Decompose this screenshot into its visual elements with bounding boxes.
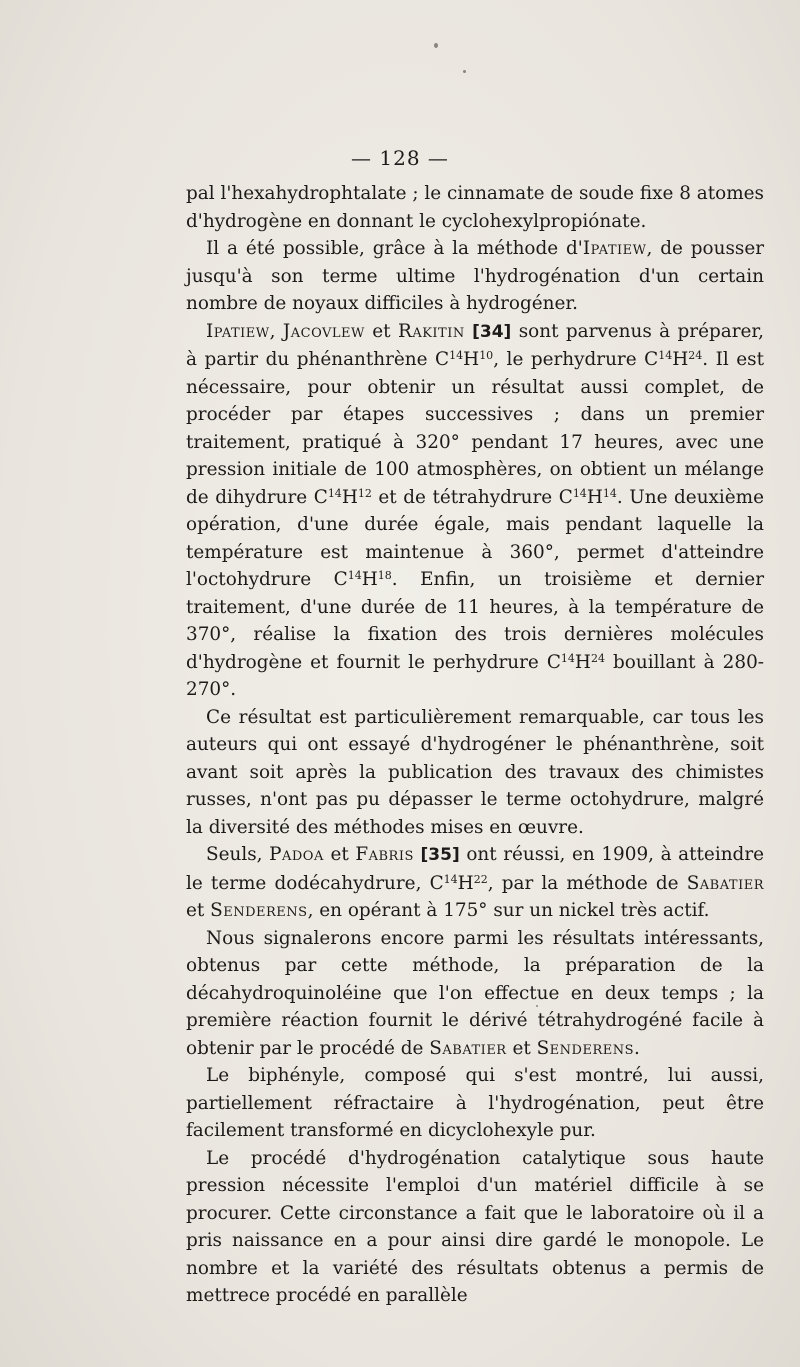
- text-run: et: [186, 900, 211, 921]
- text-run: Il a été possible, grâce à la méthode d': [206, 238, 583, 259]
- author-name: Fabris: [355, 844, 414, 865]
- text-run: .: [634, 1037, 640, 1059]
- text-run: ont réussi, en 1909, à atteindre le terme dodécahydrure, C: [186, 844, 764, 894]
- formula-subscript: 14: [327, 486, 342, 500]
- text-run: H: [574, 651, 591, 673]
- paragraph-p4: [186, 841, 764, 925]
- paragraph-p1: [186, 235, 764, 318]
- author-name: Senderens: [210, 900, 308, 921]
- text-run: Le procédé d'hydrogénation catalytique sous haute pression nécessite l'emploi d'un matériel difficile à se procurer. Cette circonstance a fait que le laboratoire où il a pris naissance en a pour ainsi dire gardé le monopole. Le nombre et la variété des résultats obtenus a permis de mettrece procédé en parallèle: [186, 1147, 764, 1306]
- paragraph-p2: [186, 318, 764, 704]
- formula-subscript: 14: [443, 872, 458, 886]
- paper-speck: [463, 70, 466, 73]
- author-name: Senderens: [536, 1037, 635, 1059]
- citation-ref: [35]: [420, 845, 460, 865]
- text-run: , le perhydrure C: [493, 349, 659, 370]
- formula-subscript: 14: [560, 651, 575, 665]
- text-run: . Enfin, un troisième et dernier traitement, d'une durée de 11 heures, à la température de 370°, réalise la fixation des trois dernières molécules d'hydrogène et fournit le perhydrure C: [186, 569, 764, 673]
- text-run: H: [457, 872, 474, 894]
- text-run: , en opérant à 175° sur un nickel très actif.: [307, 900, 710, 921]
- formula-subscript: 24: [590, 651, 605, 665]
- text-run: , par la méthode de: [487, 872, 687, 894]
- author-name: Ipatiew: [582, 238, 647, 259]
- formula-subscript: 14: [572, 486, 587, 500]
- formula-subscript: 14: [658, 349, 673, 362]
- text-run: et: [364, 320, 398, 342]
- text-run: H: [672, 349, 689, 370]
- text-run: H: [463, 349, 480, 370]
- formula-subscript: 22: [473, 872, 488, 886]
- paragraph-p5: [186, 925, 764, 1063]
- author-name: Ipatiew: [206, 320, 270, 342]
- text-run: et: [323, 844, 356, 865]
- text-run: et de tétrahydrure C: [371, 486, 573, 508]
- formula-subscript: 12: [357, 486, 372, 500]
- text-run: [414, 844, 421, 865]
- paragraph-p3: [186, 704, 764, 842]
- text-run: . Une deuxième opération, d'une durée égale, mais pendant laquelle la température est maintenue à 360°, permet d'atteindre l'octohydrure C: [186, 486, 764, 590]
- formula-subscript: 24: [688, 349, 703, 362]
- author-name: Jacovlew: [282, 320, 365, 342]
- text-run: H: [586, 486, 603, 508]
- text-run: et: [506, 1037, 537, 1059]
- text-run: sont parvenus à préparer, à partir du phénanthrène C: [186, 320, 764, 370]
- text-run: Seuls,: [206, 844, 270, 865]
- formula-subscript: 10: [479, 349, 494, 362]
- paragraph-p0: [186, 180, 764, 235]
- formula-subscript: 14: [347, 569, 362, 582]
- text-run: pal l'hexahydrophtalate ; le cinnamate de soude fixe 8 atomes d'hydrogène en donnant le cyclohexylpropiónate.: [186, 183, 764, 232]
- text-run: ,: [269, 320, 283, 342]
- text-run: Le biphényle, composé qui s'est montré, lui aussi, partiellement réfractaire à l'hydrogénation, peut être facilement transformé en dicyclohexyle pur.: [186, 1065, 764, 1141]
- text-run: H: [341, 486, 358, 508]
- text-run: bouillant à 280-270°.: [186, 651, 764, 700]
- text-run: , de pousser jusqu'à son terme ultime l'hydrogénation d'un certain nombre de noyaux difficiles à hydrogéner.: [186, 238, 764, 314]
- citation-ref: [34]: [472, 321, 512, 342]
- text-run: H: [361, 569, 378, 590]
- text-run: . Il est nécessaire, pour obtenir un résultat aussi complet, de procéder par étapes successives ; dans un premier traitement, pratiqué à 320° pendant 17 heures, avec une pression initiale de 100 atmosphères, on obtient un mélange de dihydrure C: [186, 349, 764, 508]
- paper-speck: [434, 43, 438, 48]
- page-number: — 128 —: [351, 146, 449, 170]
- text-run: Ce résultat est particulièrement remarquable, car tous les auteurs qui ont essayé d'hydrogéner le phénanthrène, soit avant soit après la publication des travaux des chimistes russes, n'ont pas pu dépasser le terme octohydrure, malgré la diversité des méthodes mises en œuvre.: [186, 706, 764, 838]
- formula-subscript: 14: [602, 486, 617, 500]
- author-name: Sabatier: [686, 872, 764, 894]
- text-run: Nous signalerons encore parmi les résultats intéressants, obtenus par cette méthode, la préparation de la décahydroquinoléine que l'on effectue en deux temps ; la première réaction fournit le dérivé tétrahydrogéné facile à obtenir par le procédé de: [186, 927, 764, 1059]
- author-name: Padoa: [269, 844, 324, 865]
- formula-subscript: 14: [449, 349, 464, 362]
- paragraph-p6: [186, 1062, 764, 1145]
- paragraph-p7: [186, 1145, 764, 1310]
- body-text: [186, 180, 764, 1310]
- author-name: Sabatier: [429, 1037, 507, 1059]
- author-name: Rakitin: [397, 320, 465, 342]
- formula-subscript: 18: [377, 569, 392, 582]
